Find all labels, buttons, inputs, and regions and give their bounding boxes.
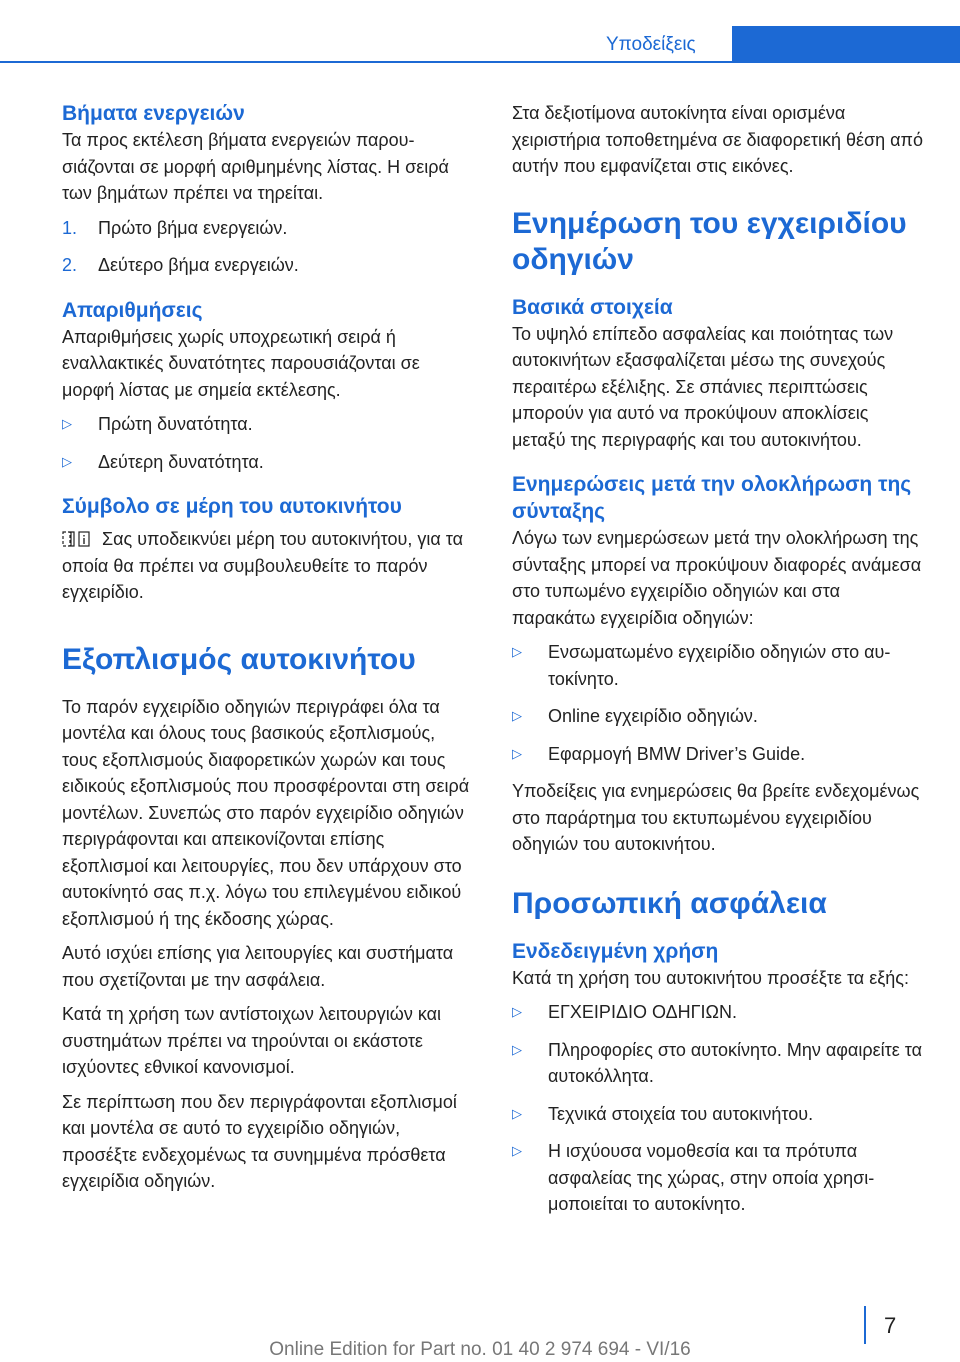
- list-item: [62, 215, 474, 242]
- list-item-text: Πληροφορίες στο αυτοκίνητο. Μην αφαιρείτε τα αυτοκόλλητα.: [548, 1039, 923, 1086]
- page-number: 7: [884, 1313, 897, 1338]
- right-column: [512, 100, 924, 1236]
- list-item-text: Δεύτερο βήμα ενεργειών.: [98, 255, 299, 275]
- list-item-text: Δεύτερη δυνατότητα.: [98, 451, 264, 472]
- heading-vehicle-symbol: Σύμβολο σε μέρη του αυτοκινήτου: [62, 495, 402, 518]
- section-enumerations: [62, 297, 474, 476]
- list-item: [512, 741, 924, 768]
- heading-manual-update: Ενημέρωση του εγχειριδίου οδηγιών: [512, 206, 907, 276]
- book-symbol-icon: [62, 531, 90, 547]
- triangle-bullet-icon: ▷: [512, 1004, 522, 1019]
- heading-intended-use: Ενδεδειγμένη χρήση: [512, 939, 719, 963]
- equipment-paragraph: Αυτό ισχύει επίσης για λειτουργίες και συστήματα που σχετίζονται με την ασφάλεια.: [62, 943, 454, 990]
- section-action-steps: [62, 100, 474, 279]
- list-item: [512, 1037, 924, 1090]
- section-manual-update: [512, 206, 924, 858]
- list-item: [62, 411, 474, 438]
- list-marker: 1.: [62, 217, 78, 238]
- update-note: Υποδείξεις για ενημερώσεις θα βρείτε ενδεχομένως στο παράρτημα του εκτυπωμένου εγχειριδίου οδηγιών του αυτοκινήτου.: [512, 781, 920, 854]
- bullet-list: [512, 999, 924, 1218]
- list-item: [512, 999, 924, 1026]
- list-item-text: Ενσωματωμένο εγχειρίδιο οδηγιών στο αυτοκίνητο.: [548, 642, 891, 689]
- list-marker: 2.: [62, 255, 78, 275]
- section-vehicle-symbol: [62, 493, 474, 606]
- triangle-bullet-icon: ▷: [512, 1041, 522, 1057]
- basics-text: Το υψηλό επίπεδο ασφαλείας και ποιότητας των αυτοκινήτων εξασφαλίζεται μέσω της συνεχούς περαιτέρω εξέλιξης. Σε σπάνιες περιπτώσεις μπορούν για αυτό να προκύψουν αποκλίσεις μεταξύ της περιγραφής και του αυτοκινήτου.: [512, 323, 894, 450]
- vehicle-symbol-paragraph: [62, 526, 474, 606]
- triangle-bullet-icon: ▷: [512, 745, 522, 761]
- heading-action-steps: Βήματα ενεργειών: [62, 102, 245, 125]
- action-steps-text: Τα προς εκτέλεση βήματα ενεργειών παρουσιάζονται σε μορφή αριθμημένης λίστας. Η σειρά των βημάτων πρέπει να τηρείται.: [62, 130, 449, 203]
- header-accent-bar: [732, 26, 960, 61]
- intended-use-text: Κατά τη χρήση του αυτοκινήτου προσέξτε τα εξής:: [512, 967, 909, 988]
- triangle-bullet-icon: ▷: [62, 453, 72, 469]
- list-item-text: Πρώτο βήμα ενεργειών.: [98, 217, 288, 238]
- numbered-list: [62, 215, 474, 279]
- heading-personal-safety: Προσωπική ασφάλεια: [512, 886, 827, 920]
- equipment-paragraph: Σε περίπτωση που δεν περιγράφονται εξοπλισμοί και μοντέλα σε αυτό το εγχειρίδιο οδηγιών, προσέξτε ενδεχομένως τα συνημμένα πρόσθετα εγχειρίδια οδηγιών.: [62, 1091, 457, 1191]
- page-header-title: Υποδείξεις: [606, 34, 696, 55]
- list-item: [62, 449, 474, 476]
- list-item-text: Online εγχειρίδιο οδηγιών.: [548, 706, 758, 726]
- heading-enumerations: Απαριθμήσεις: [62, 298, 203, 322]
- right-hand-drive-note: Στα δεξιοτίμονα αυτοκίνητα είναι ορισμένα χειριστήρια τοποθετημένα σε διαφορετική θέση από αυτήν που εμφανίζεται στις εικόνες.: [512, 103, 923, 176]
- equipment-paragraph: Κατά τη χρήση των αντίστοιχων λειτουργιών και συστημάτων πρέπει να τηρούνται οι εκάστοτε ισχύοντες εθνικοί κανονισμοί.: [62, 1004, 442, 1077]
- bullet-list: [62, 411, 474, 475]
- edition-footer: Online Edition for Part no. 01 40 2 974 694 - VI/16: [269, 1339, 691, 1360]
- triangle-bullet-icon: ▷: [62, 416, 72, 431]
- heading-updates-after-editing: Ενημερώσεις μετά την ολοκλήρωση της σύνταξης: [512, 473, 912, 523]
- heading-basics: Βασικά στοιχεία: [512, 295, 673, 319]
- section-personal-safety: [512, 886, 924, 1218]
- list-item-text: ΕΓΧΕΙΡΙΔΙΟ ΟΔΗΓΙΩΝ.: [548, 1002, 737, 1022]
- triangle-bullet-icon: ▷: [512, 644, 522, 659]
- heading-vehicle-equipment: Εξοπλισμός αυτοκινήτου: [62, 642, 416, 676]
- updates-after-editing-text: Λόγω των ενημερώσεων μετά την ολοκλήρωση της σύνταξης μπορεί να προκύψουν διαφορές ανάμεσα στο τυπωμένο εγχειρίδιο οδηγιών και στα παρακάτω εγχειρίδια οδηγιών:: [512, 528, 922, 628]
- left-column: [62, 100, 474, 1213]
- triangle-bullet-icon: ▷: [512, 1143, 522, 1158]
- enumerations-text: Απαριθμήσεις χωρίς υποχρεωτική σειρά ή εναλλακτικές δυνατότητες παρουσιάζονται σε μορφή λίστας με σημεία εκτέλεσης.: [62, 326, 420, 400]
- equipment-paragraph: Το παρόν εγχειρίδιο οδηγιών περιγράφει όλα τα μοντέλα και όλους τους βασικούς εξοπλισμούς, τους εξοπλισμούς διαφορετικών χωρών και τους ειδικούς εξοπλισμούς που προσφέρονται στη σειρά μοντέλων. Συνεπώς στο παρόν εγχειρίδιο οδηγιών περιγράφονται και απεικονίζονται επίσης εξοπλισμοί και λειτουργίες, που δεν υπάρχουν στο αυτοκίνητό σας π.χ. λόγω του επιλεγμένου ειδικού εξοπλισμού ή της έκδοσης χώρας.: [62, 696, 470, 929]
- header-rule: [0, 61, 960, 63]
- list-item: [512, 639, 924, 692]
- list-item-text: Η ισχύουσα νομοθεσία και τα πρότυπα ασφαλείας της χώρας, στην οποία χρησιμοποιείται το αυτοκίνητο.: [548, 1141, 875, 1214]
- bullet-list: [512, 639, 924, 767]
- list-item-text: Τεχνικά στοιχεία του αυτοκινήτου.: [548, 1103, 814, 1124]
- section-vehicle-equipment: [62, 642, 474, 1195]
- list-item-text: Πρώτη δυνατότητα.: [98, 414, 253, 434]
- triangle-bullet-icon: ▷: [512, 1105, 522, 1121]
- list-item-text: Εφαρμογή BMW Driver’s Guide.: [548, 743, 806, 764]
- list-item: [512, 1101, 924, 1128]
- list-item: [512, 703, 924, 730]
- triangle-bullet-icon: ▷: [512, 708, 522, 723]
- vehicle-symbol-text: Σας υποδεικνύει μέρη του αυτοκινήτου, για τα οποία θα πρέπει να συμβουλευθείτε το παρόν εγχειρίδιο.: [62, 529, 464, 602]
- list-item: [62, 252, 474, 279]
- list-item: [512, 1138, 924, 1218]
